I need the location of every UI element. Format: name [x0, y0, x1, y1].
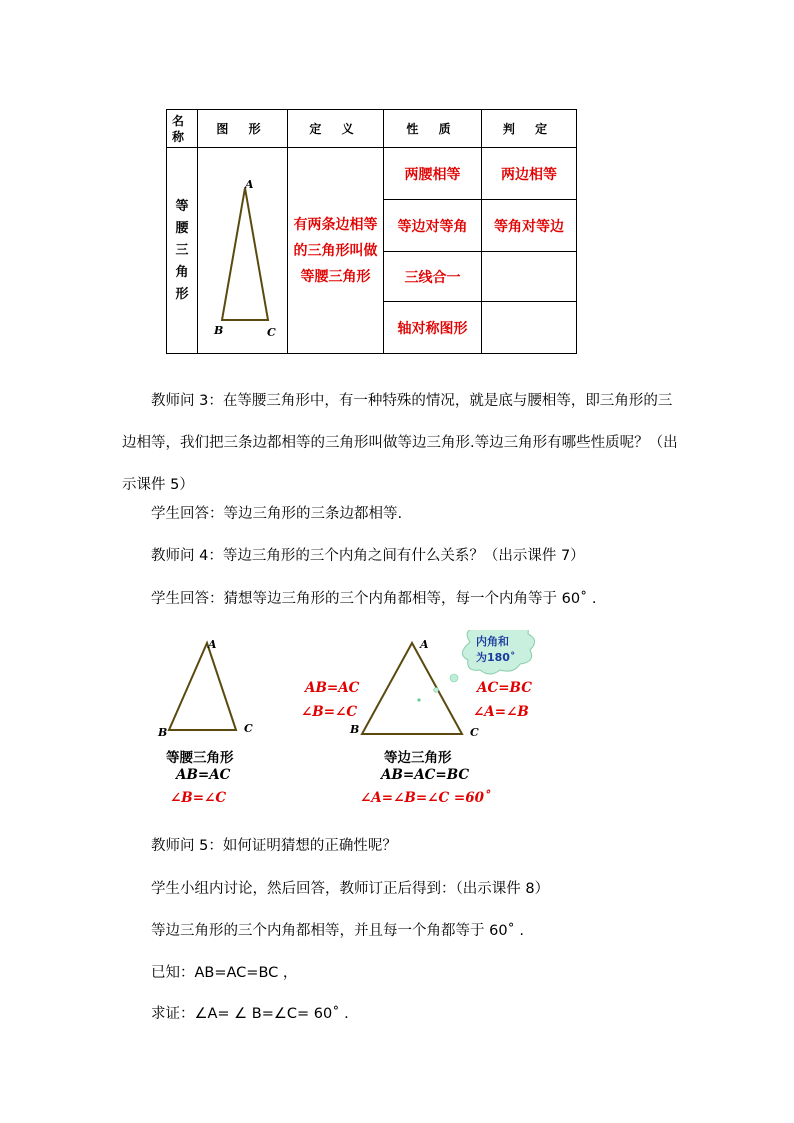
- header-figure: 图 形: [198, 110, 288, 148]
- judge-4: [482, 302, 577, 354]
- equi-left-eq-2: ∠B=∠C: [301, 704, 358, 720]
- row-name: [167, 148, 198, 354]
- iso-label-a: A: [208, 638, 217, 651]
- property-4: 轴对称图形: [384, 302, 482, 354]
- header-property: 性 质: [384, 110, 482, 148]
- table-label-c: C: [267, 326, 276, 339]
- iso-label-b: B: [158, 726, 168, 739]
- property-1: 两腰相等: [384, 148, 482, 200]
- equi-right-eq-2: ∠A=∠B: [473, 704, 529, 720]
- equi-label-c: C: [470, 726, 479, 739]
- equi-label-b: B: [350, 723, 360, 736]
- equi-eq-1: AB=AC=BC: [381, 767, 470, 783]
- table-label-b: B: [214, 324, 224, 337]
- thought-dot-large: [450, 674, 458, 682]
- property-2: 等边对等角: [384, 200, 482, 252]
- iso-eq-1: AB=AC: [176, 767, 231, 783]
- properties-table: [166, 109, 576, 354]
- paragraph-conclusion: 等边三角形的三个内角都相等，并且每一个角都等于 60˚ .: [151, 923, 525, 939]
- equi-title: 等边三角形: [384, 750, 452, 766]
- paragraph-prove: 求证：∠A= ∠ B=∠C= 60˚ .: [151, 1006, 349, 1022]
- paragraph-teacher-question-5: 教师问 5：如何证明猜想的正确性呢？: [151, 838, 397, 854]
- header-name-text: 名 称: [171, 113, 192, 144]
- row-name-text: 等 腰 三 角 形: [175, 198, 189, 302]
- paragraph-teacher-question-4: 教师问 4：等边三角形的三个内角之间有什么关系？（出示课件 7）: [151, 548, 585, 564]
- isosceles-triangle-2: [169, 643, 236, 730]
- header-judge: 判 定: [482, 110, 577, 148]
- table-label-a: A: [245, 178, 254, 191]
- paragraph-group-discussion: 学生小组内讨论，然后回答，教师订正后得到：（出示课件 8）: [151, 881, 550, 897]
- header-definition: 定 义: [288, 110, 384, 148]
- figure-cell: [198, 148, 288, 354]
- triangle-comparison-svg: [0, 630, 794, 810]
- judge-1: 两边相等: [482, 148, 577, 200]
- equi-left-eq-1: AB=AC: [305, 680, 360, 696]
- thought-dot-small: [417, 698, 420, 701]
- judge-3: [482, 252, 577, 302]
- equi-right-eq-1: AC=BC: [477, 680, 532, 696]
- header-name: [167, 110, 198, 148]
- iso-label-c: C: [244, 722, 253, 735]
- equi-label-a: A: [420, 638, 429, 651]
- definition-cell: 有两条边相等的三角形叫做等腰三角形: [288, 148, 384, 354]
- bubble-text-1: 内角和: [476, 635, 509, 648]
- paragraph-student-answer-1: 学生回答：等边三角形的三条边都相等.: [151, 506, 403, 522]
- thought-dot-medium: [434, 688, 439, 693]
- paragraph-given: 已知：AB=AC=BC ，: [151, 965, 298, 981]
- property-3: 三线合一: [384, 252, 482, 302]
- equilateral-triangle: [362, 643, 462, 734]
- paragraph-student-answer-2: 学生回答：猜想等边三角形的三个内角都相等，每一个内角等于 60˚ .: [151, 591, 597, 607]
- triangle-comparison-figure: [0, 630, 794, 810]
- isosceles-triangle: [222, 188, 268, 320]
- paragraph-teacher-question-3: 教师问 3：在等腰三角形中，有一种特殊的情况，就是底与腰相等，即三角形的三边相等，我们把三条边都相等的三角形叫做等边三角形.等边三角形有哪些性质呢？（出示课件 5）: [122, 393, 678, 493]
- equi-eq-2: ∠A=∠B=∠C =60˚: [360, 790, 491, 806]
- bubble-text-2: 为180˚: [476, 651, 516, 664]
- isosceles-figure: [198, 148, 288, 353]
- iso-eq-2: ∠B=∠C: [170, 790, 227, 806]
- judge-2: 等角对等边: [482, 200, 577, 252]
- iso-title: 等腰三角形: [166, 750, 234, 766]
